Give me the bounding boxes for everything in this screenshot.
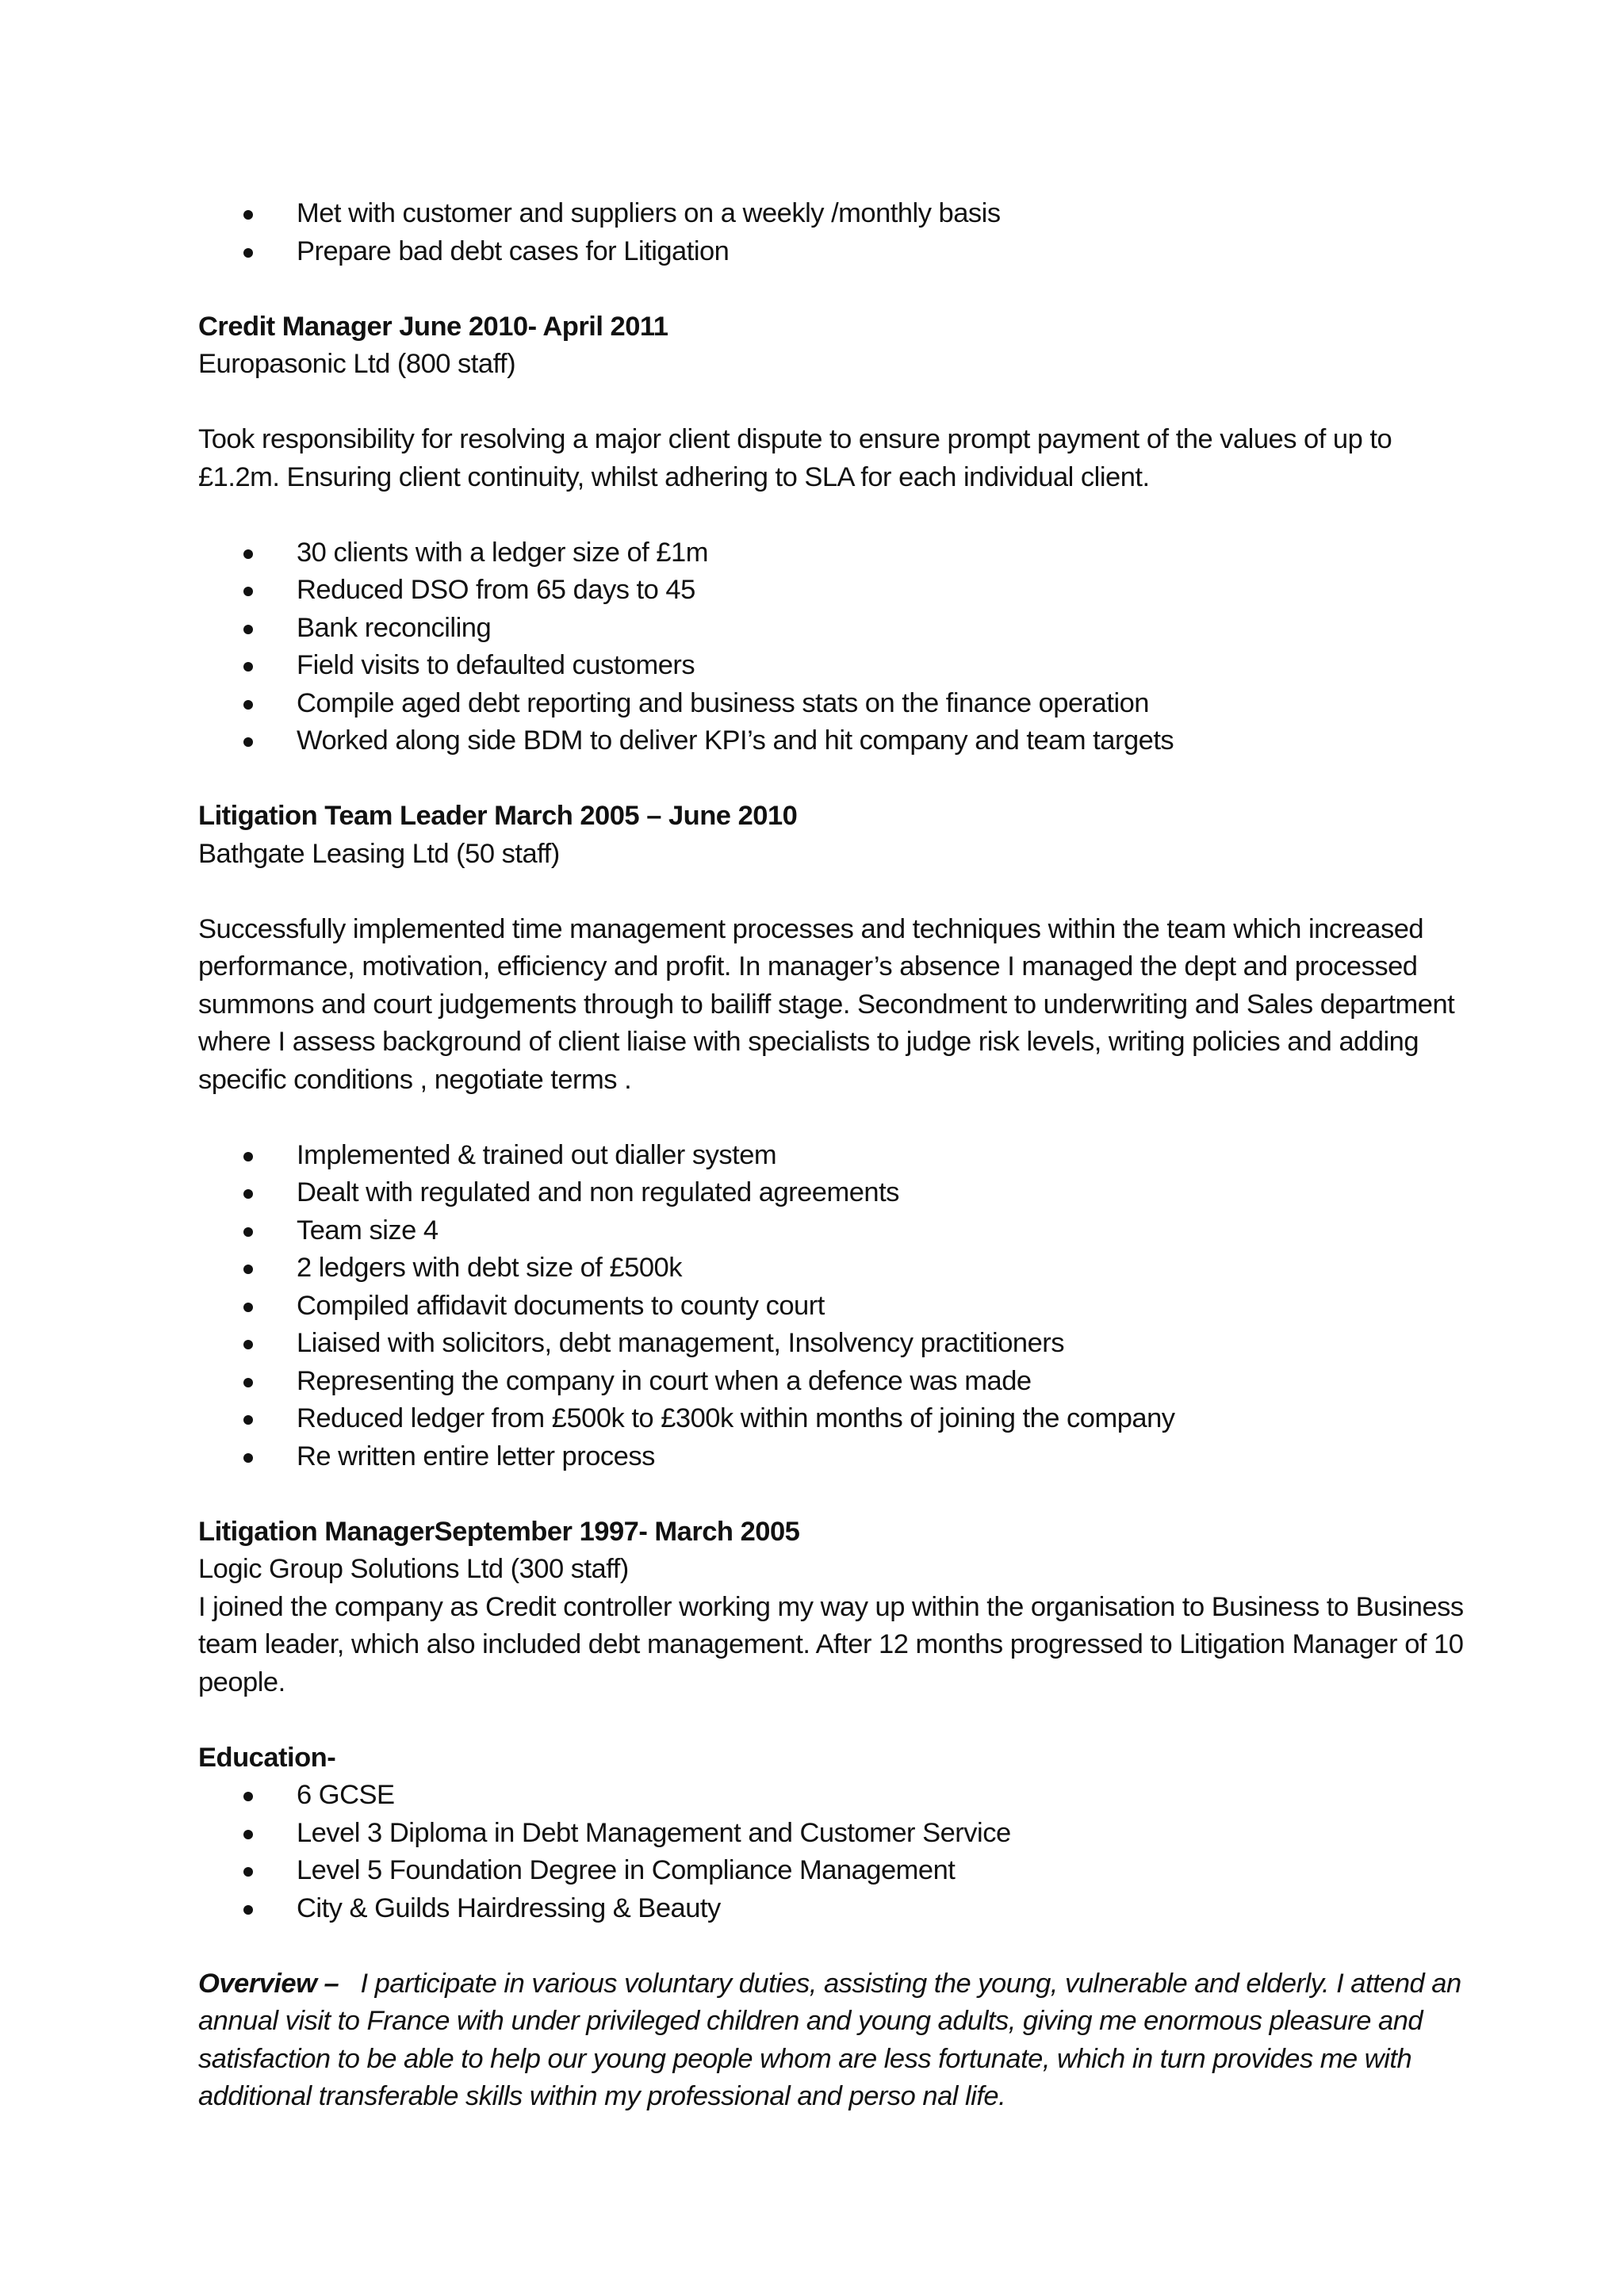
top-bullet-list	[198, 195, 1467, 270]
job-credit-manager	[198, 308, 1467, 760]
bullet-icon	[243, 1340, 253, 1349]
list-item: Implemented & trained out dialler system	[297, 1137, 1467, 1175]
cv-page	[198, 195, 1467, 2116]
job-company: Bathgate Leasing Ltd (50 staff)	[198, 838, 560, 869]
list-item: Compile aged debt reporting and business stats on the finance operation	[297, 685, 1467, 723]
bullet-icon	[243, 1189, 253, 1199]
list-item: Reduced ledger from £500k to £300k within months of joining the company	[297, 1400, 1467, 1438]
job-heading: Credit Manager June 2010- April 2011	[198, 311, 668, 342]
education-section	[198, 1739, 1467, 1928]
list-item: Reduced DSO from 65 days to 45	[297, 572, 1467, 610]
list-item: Prepare bad debt cases for Litigation	[297, 233, 1467, 271]
list-item: Liaised with solicitors, debt management, Insolvency practitioners	[297, 1325, 1467, 1363]
bullet-icon	[243, 1905, 253, 1915]
bullet-icon	[243, 1227, 253, 1237]
list-item: 30 clients with a ledger size of £1m	[297, 534, 1467, 572]
bullet-icon	[243, 1792, 253, 1801]
bullet-icon	[243, 587, 253, 596]
list-item: Level 5 Foundation Degree in Compliance Management	[297, 1852, 1467, 1890]
job-description: Took responsibility for resolving a major client dispute to ensure prompt payment of the values of up to £1.2m. Ensuring client continuity, whilst adhering to SLA for each individual client.	[198, 424, 1392, 492]
overview-label: Overview –	[198, 1968, 339, 1999]
bullet-icon	[243, 1453, 253, 1463]
list-item: Team size 4	[297, 1212, 1467, 1250]
bullet-icon	[243, 1867, 253, 1877]
bullet-icon	[243, 1415, 253, 1425]
list-item: Met with customer and suppliers on a weekly /monthly basis	[297, 195, 1467, 233]
list-item: Level 3 Diploma in Debt Management and Customer Service	[297, 1815, 1467, 1853]
job-description: Successfully implemented time management processes and techniques within the team which increased performance, motivation, efficiency and profit. In manager’s absence I managed the dept and processed summons and court judgements through to bailiff stage. Secondment to underwriting and Sales department where I assess background of client liaise with specialists to judge risk levels, writing policies and adding specific conditions , negotiate terms .	[198, 913, 1455, 1095]
overview-paragraph	[198, 1965, 1467, 2116]
bullet-icon	[243, 549, 253, 559]
list-item: 6 GCSE	[297, 1777, 1467, 1815]
job-bullet-list	[198, 534, 1467, 760]
list-item: Compiled affidavit documents to county court	[297, 1288, 1467, 1326]
bullet-icon	[243, 1303, 253, 1312]
education-list	[198, 1777, 1467, 1927]
bullet-icon	[243, 210, 253, 220]
bullet-icon	[243, 248, 253, 258]
job-description: I joined the company as Credit controller working my way up within the organisation to Business to Business team leader, which also included debt management. After 12 months progressed to Litigation Manager of 10 people.	[198, 1591, 1464, 1697]
bullet-icon	[243, 700, 253, 710]
job-litigation-team-leader	[198, 798, 1467, 1475]
bullet-icon	[243, 625, 253, 634]
list-item: Dealt with regulated and non regulated agreements	[297, 1174, 1467, 1212]
bullet-icon	[243, 1152, 253, 1161]
list-item: Representing the company in court when a defence was made	[297, 1363, 1467, 1401]
list-item: Bank reconciling	[297, 610, 1467, 648]
job-bullet-list	[198, 1137, 1467, 1476]
list-item: Field visits to defaulted customers	[297, 647, 1467, 685]
overview-text: I participate in various voluntary duties, assisting the young, vulnerable and elderly. I attend an annual visit to France with under privileged children and young adults, giving me enormous pleasure and satisfaction to be able to help our young people whom are less fortunate, which in turn provides me with additional transferable skills within my professional and perso nal life.	[198, 1968, 1461, 2111]
bullet-icon	[243, 1265, 253, 1274]
list-item: City & Guilds Hairdressing & Beauty	[297, 1890, 1467, 1928]
job-heading: Litigation Team Leader March 2005 – June 2010	[198, 801, 798, 831]
job-litigation-manager	[198, 1513, 1467, 1702]
job-company: Logic Group Solutions Ltd (300 staff)	[198, 1554, 629, 1584]
list-item: 2 ledgers with debt size of £500k	[297, 1249, 1467, 1288]
job-heading: Litigation ManagerSeptember 1997- March 2005	[198, 1516, 800, 1547]
list-item: Re written entire letter process	[297, 1438, 1467, 1476]
job-company: Europasonic Ltd (800 staff)	[198, 349, 516, 379]
bullet-icon	[243, 662, 253, 672]
bullet-icon	[243, 1830, 253, 1839]
list-item: Worked along side BDM to deliver KPI’s and hit company and team targets	[297, 722, 1467, 760]
education-heading: Education-	[198, 1742, 336, 1773]
bullet-icon	[243, 737, 253, 747]
bullet-icon	[243, 1378, 253, 1387]
